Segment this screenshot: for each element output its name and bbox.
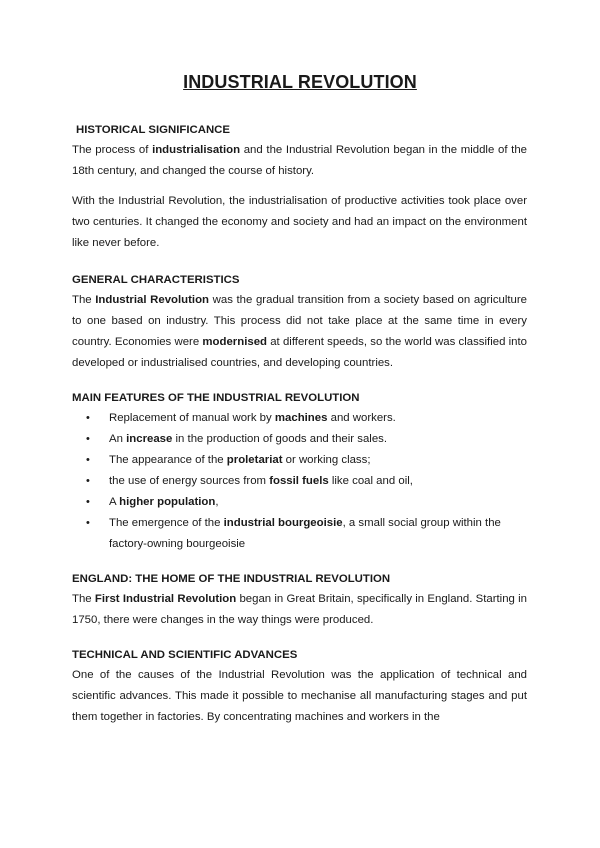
paragraph: One of the causes of the Industrial Revolution was the application of technical and scientific advances. This made it possible to mechanise all manufacturing stages and put them together in factories. By concentrating machines and workers in the [72,669,527,723]
section-heading: GENERAL CHARACTERISTICS [72,274,240,286]
paragraph: With the Industrial Revolution, the industrialisation of productive activities took place over two centuries. It changed the economy and society and had an impact on the environment like never before. [72,195,527,249]
paragraph: The First Industrial Revolution began in Great Britain, specifically in England. Starting in 1750, there were changes in the way things were produced. [72,593,527,626]
list-item: • The appearance of the proletariat or working class; [72,450,527,471]
section-historical-significance [72,120,527,254]
section-main-features [72,388,527,555]
paragraph: The Industrial Revolution was the gradual transition from a society based on agriculture to one based on industry. This process did not take place at the same time in every country. Economies were modernised at different speeds, so the world was classified into developed or industrialised countries, and developing countries. [72,294,528,369]
section-heading: HISTORICAL SIGNIFICANCE [76,124,230,136]
list-item: • the use of energy sources from fossil fuels like coal and oil, [72,471,527,492]
list-item: • An increase in the production of goods and their sales. [72,429,527,450]
paragraph: The process of industrialisation and the Industrial Revolution began in the middle of the 18th century, and changed the course of history. [72,144,527,177]
list-item: • A higher population, [72,492,527,513]
list-item: • Replacement of manual work by machines and workers. [72,408,527,429]
page-title: INDUSTRIAL REVOLUTION [183,72,417,92]
section-general-characteristics [72,270,527,374]
features-list [72,408,527,555]
section-england [72,569,527,631]
list-item: • The emergence of the industrial bourgeoisie, a small social group within the factory-owning bourgeoisie [72,513,527,555]
section-heading: ENGLAND: THE HOME OF THE INDUSTRIAL REVOLUTION [72,573,391,585]
document-body [72,120,527,728]
section-technical-advances [72,645,527,728]
section-heading: MAIN FEATURES OF THE INDUSTRIAL REVOLUTION [72,392,360,404]
section-heading: TECHNICAL AND SCIENTIFIC ADVANCES [72,649,298,661]
